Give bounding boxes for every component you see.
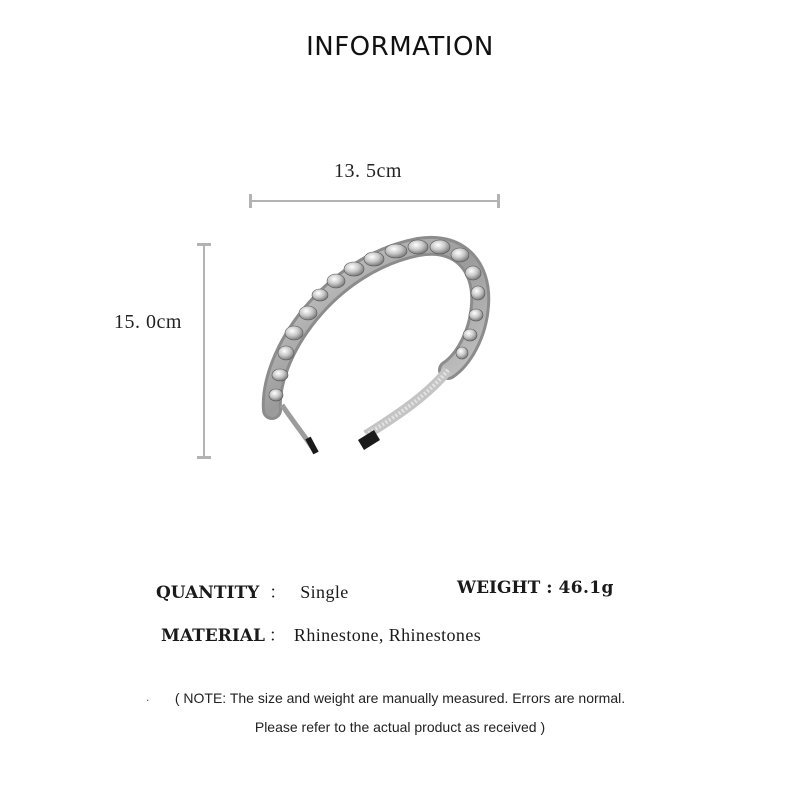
spec-weight [457,578,614,598]
height-dimension-label: 15. 0cm [114,311,182,333]
spec-material [161,621,481,646]
width-dimension-bar [250,200,499,202]
weight-separator: : [546,578,553,598]
note-line-2: Please refer to the actual product as received ) [254,719,546,735]
page-title: INFORMATION [306,32,494,62]
quantity-separator: ： [269,583,287,603]
note-dot: . [146,690,150,704]
quantity-value: Single [300,582,349,602]
material-separator: ： [268,626,286,646]
headband-image [258,235,493,460]
note-line-1-text: ( NOTE: The size and weight are manually measured. Errors are normal. [174,690,626,706]
width-dimension-label: 13. 5cm [334,160,402,182]
spec-quantity [156,578,349,603]
weight-label: WEIGHT [457,578,541,598]
quantity-label: QUANTITY [156,583,260,603]
height-dimension-bar [203,244,205,458]
note-line-1 [0,690,800,706]
material-value: Rhinestone, Rhinestones [293,625,482,645]
weight-value: 46.1g [558,578,614,598]
material-label: MATERIAL [161,626,265,646]
